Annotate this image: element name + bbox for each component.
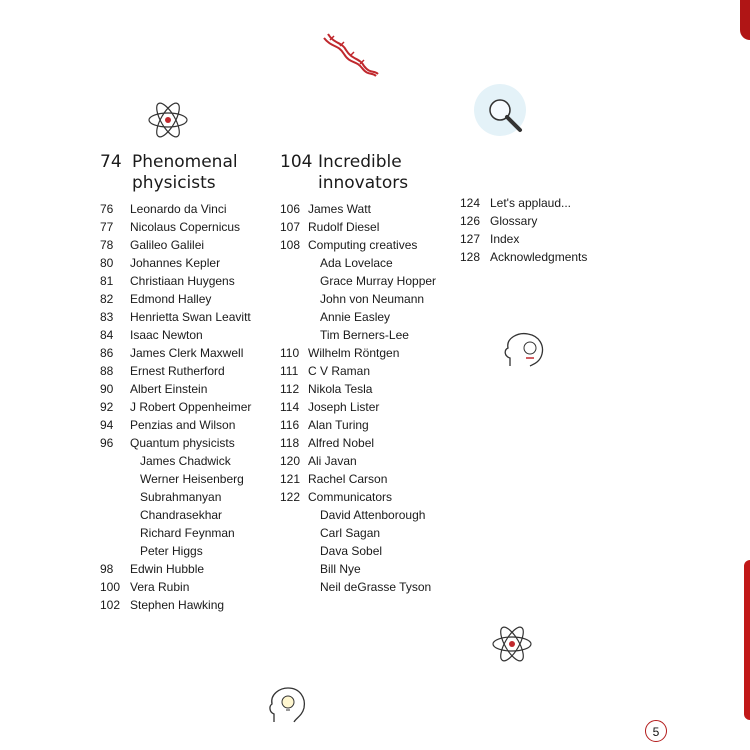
toc-entry xyxy=(460,230,640,248)
toc-entry xyxy=(100,272,280,290)
entry-title: Leonardo da Vinci xyxy=(130,202,227,216)
page-edge-red-top xyxy=(740,0,750,40)
toc-subentry xyxy=(100,524,280,542)
entry-title: David Attenborough xyxy=(320,508,426,522)
entry-page-number: 94 xyxy=(100,418,114,432)
toc-entry xyxy=(460,248,640,266)
toc-entry xyxy=(280,362,460,380)
entry-title: Edwin Hubble xyxy=(130,562,205,576)
entry-title: James Watt xyxy=(308,202,371,216)
entry-page-number xyxy=(280,308,308,326)
entry-page-number xyxy=(100,524,130,542)
entry-page-number: 86 xyxy=(100,346,114,360)
entry-page-number: 122 xyxy=(280,490,301,504)
toc-entry xyxy=(280,488,460,506)
entry-page-number xyxy=(280,290,308,308)
section-title: Incredible innovators xyxy=(318,152,409,193)
toc-subentry xyxy=(100,452,280,470)
entry-title: Ernest Rutherford xyxy=(130,364,225,378)
entry-title: Edmond Halley xyxy=(130,292,212,306)
entry-page-number: 82 xyxy=(100,292,114,306)
entry-title: Alfred Nobel xyxy=(308,436,375,450)
toc-subentry xyxy=(280,326,460,344)
entry-page-number: 116 xyxy=(280,418,300,432)
section-page-number: 104 xyxy=(280,152,313,172)
toc-subentry xyxy=(100,488,280,524)
entry-page-number xyxy=(280,326,308,344)
entry-page-number: 108 xyxy=(280,238,301,252)
entry-title: Glossary xyxy=(490,214,538,228)
entry-page-number: 98 xyxy=(100,562,114,576)
entry-title: Quantum physicists xyxy=(130,436,235,450)
entry-title: Acknowledgments xyxy=(490,250,588,264)
entry-title: Penzias and Wilson xyxy=(130,418,236,432)
page-edge-red-side xyxy=(744,560,750,720)
entry-page-number: 126 xyxy=(460,214,481,228)
entry-page-number xyxy=(100,452,130,470)
entry-page-number: 121 xyxy=(280,472,301,486)
entry-page-number xyxy=(100,542,130,560)
entry-page-number: 96 xyxy=(100,436,114,450)
toc-subentry xyxy=(280,308,460,326)
entry-title: Index xyxy=(490,232,520,246)
toc-subentry xyxy=(100,542,280,560)
entry-page-number xyxy=(280,578,308,596)
section-heading xyxy=(100,152,280,194)
magnifying-glass-icon xyxy=(470,80,540,150)
entry-title: Subrahmanyan Chandrasekhar xyxy=(140,490,223,522)
entry-title: Bill Nye xyxy=(320,562,361,576)
entry-page-number xyxy=(280,560,308,578)
toc-subentry xyxy=(280,254,460,272)
entry-title: Werner Heisenberg xyxy=(140,472,244,486)
entry-title: Galileo Galilei xyxy=(130,238,205,252)
head-brain-icon xyxy=(500,330,550,370)
entry-title: Ada Lovelace xyxy=(320,256,393,270)
entry-title: Grace Murray Hopper xyxy=(320,274,437,288)
entry-page-number: 83 xyxy=(100,310,114,324)
toc-entry-list xyxy=(280,200,460,596)
toc-entry-list xyxy=(100,200,280,614)
toc-entry xyxy=(100,236,280,254)
section-heading xyxy=(280,152,460,194)
entry-title: John von Neumann xyxy=(320,292,425,306)
entry-title: Dava Sobel xyxy=(320,544,383,558)
entry-page-number xyxy=(100,470,130,488)
entry-page-number: 78 xyxy=(100,238,114,252)
entry-title: Wilhelm Röntgen xyxy=(308,346,400,360)
toc-subentry xyxy=(280,290,460,308)
toc-entry xyxy=(100,254,280,272)
entry-title: Carl Sagan xyxy=(320,526,381,540)
toc-section-innovators xyxy=(280,152,460,596)
page-number-badge: 5 xyxy=(645,720,667,742)
entry-page-number: 107 xyxy=(280,220,301,234)
entry-title: Christiaan Huygens xyxy=(130,274,235,288)
toc-entry xyxy=(280,434,460,452)
toc-subentry xyxy=(100,470,280,488)
entry-page-number xyxy=(280,542,308,560)
toc-entry xyxy=(100,308,280,326)
toc-entry xyxy=(460,212,640,230)
toc-entry xyxy=(280,398,460,416)
toc-entry-list xyxy=(460,194,640,266)
atom-icon xyxy=(146,98,190,142)
toc-entry xyxy=(460,194,640,212)
entry-title: James Chadwick xyxy=(140,454,231,468)
entry-title: Communicators xyxy=(308,490,393,504)
entry-page-number: 124 xyxy=(460,196,481,210)
entry-page-number: 128 xyxy=(460,250,481,264)
toc-entry xyxy=(100,344,280,362)
entry-page-number: 77 xyxy=(100,220,114,234)
toc-entry xyxy=(280,416,460,434)
entry-page-number: 112 xyxy=(280,382,300,396)
entry-page-number: 81 xyxy=(100,274,114,288)
entry-page-number: 120 xyxy=(280,454,301,468)
entry-title: Annie Easley xyxy=(320,310,391,324)
entry-page-number: 84 xyxy=(100,328,114,342)
entry-title: Peter Higgs xyxy=(140,544,203,558)
toc-entry xyxy=(280,236,460,254)
entry-page-number xyxy=(280,524,308,542)
toc-entry xyxy=(100,416,280,434)
entry-title: Richard Feynman xyxy=(140,526,235,540)
toc-subentry xyxy=(280,542,460,560)
head-bulb-icon xyxy=(266,684,310,724)
entry-page-number xyxy=(280,506,308,524)
toc-subentry xyxy=(280,272,460,290)
entry-title: Alan Turing xyxy=(308,418,369,432)
entry-title: J Robert Oppenheimer xyxy=(130,400,252,414)
entry-page-number: 127 xyxy=(460,232,481,246)
toc-entry xyxy=(280,380,460,398)
entry-page-number xyxy=(280,254,308,272)
toc-entry xyxy=(100,200,280,218)
entry-title: Rudolf Diesel xyxy=(308,220,380,234)
entry-title: Neil deGrasse Tyson xyxy=(320,580,432,594)
toc-subentry xyxy=(280,578,460,596)
atom-icon xyxy=(490,622,534,666)
toc-entry xyxy=(100,218,280,236)
entry-title: Johannes Kepler xyxy=(130,256,221,270)
entry-title: Joseph Lister xyxy=(308,400,380,414)
entry-page-number: 100 xyxy=(100,580,121,594)
section-page-number: 74 xyxy=(100,152,122,172)
toc-entry xyxy=(100,362,280,380)
toc-section-physicists xyxy=(100,152,280,614)
entry-title: Stephen Hawking xyxy=(130,598,225,612)
entry-title: Tim Berners-Lee xyxy=(320,328,409,342)
toc-entry xyxy=(100,578,280,596)
entry-page-number: 114 xyxy=(280,400,300,414)
toc-entry xyxy=(280,218,460,236)
toc-subentry xyxy=(280,524,460,542)
entry-page-number: 111 xyxy=(280,364,299,378)
entry-page-number: 106 xyxy=(280,202,301,216)
entry-page-number: 88 xyxy=(100,364,114,378)
toc-entry xyxy=(280,452,460,470)
entry-title: Isaac Newton xyxy=(130,328,203,342)
toc-entry xyxy=(100,596,280,614)
entry-title: Vera Rubin xyxy=(130,580,190,594)
toc-entry xyxy=(280,470,460,488)
entry-title: Nikola Tesla xyxy=(308,382,373,396)
toc-subentry xyxy=(280,506,460,524)
toc-entry xyxy=(100,326,280,344)
entry-page-number: 102 xyxy=(100,598,121,612)
toc-entry xyxy=(100,434,280,452)
entry-page-number: 92 xyxy=(100,400,114,414)
toc-entry xyxy=(100,398,280,416)
toc-entry xyxy=(280,200,460,218)
toc-entry xyxy=(280,344,460,362)
entry-title: Computing creatives xyxy=(308,238,418,252)
toc-subentry xyxy=(280,560,460,578)
toc-entry xyxy=(100,560,280,578)
entry-title: C V Raman xyxy=(308,364,371,378)
entry-page-number xyxy=(280,272,308,290)
entry-page-number: 110 xyxy=(280,346,300,360)
entry-page-number xyxy=(100,488,130,524)
entry-title: Rachel Carson xyxy=(308,472,388,486)
section-title: Phenomenal physicists xyxy=(132,152,238,193)
dna-helix-icon xyxy=(320,30,380,80)
entry-title: Ali Javan xyxy=(308,454,357,468)
toc-back-matter xyxy=(460,194,640,266)
entry-page-number: 90 xyxy=(100,382,114,396)
toc-entry xyxy=(100,290,280,308)
entry-page-number: 76 xyxy=(100,202,114,216)
entry-title: Albert Einstein xyxy=(130,382,208,396)
entry-title: James Clerk Maxwell xyxy=(130,346,244,360)
entry-title: Nicolaus Copernicus xyxy=(130,220,241,234)
toc-entry xyxy=(100,380,280,398)
entry-page-number: 80 xyxy=(100,256,114,270)
entry-title: Henrietta Swan Leavitt xyxy=(130,310,251,324)
entry-page-number: 118 xyxy=(280,436,300,450)
entry-title: Let's applaud... xyxy=(490,196,572,210)
